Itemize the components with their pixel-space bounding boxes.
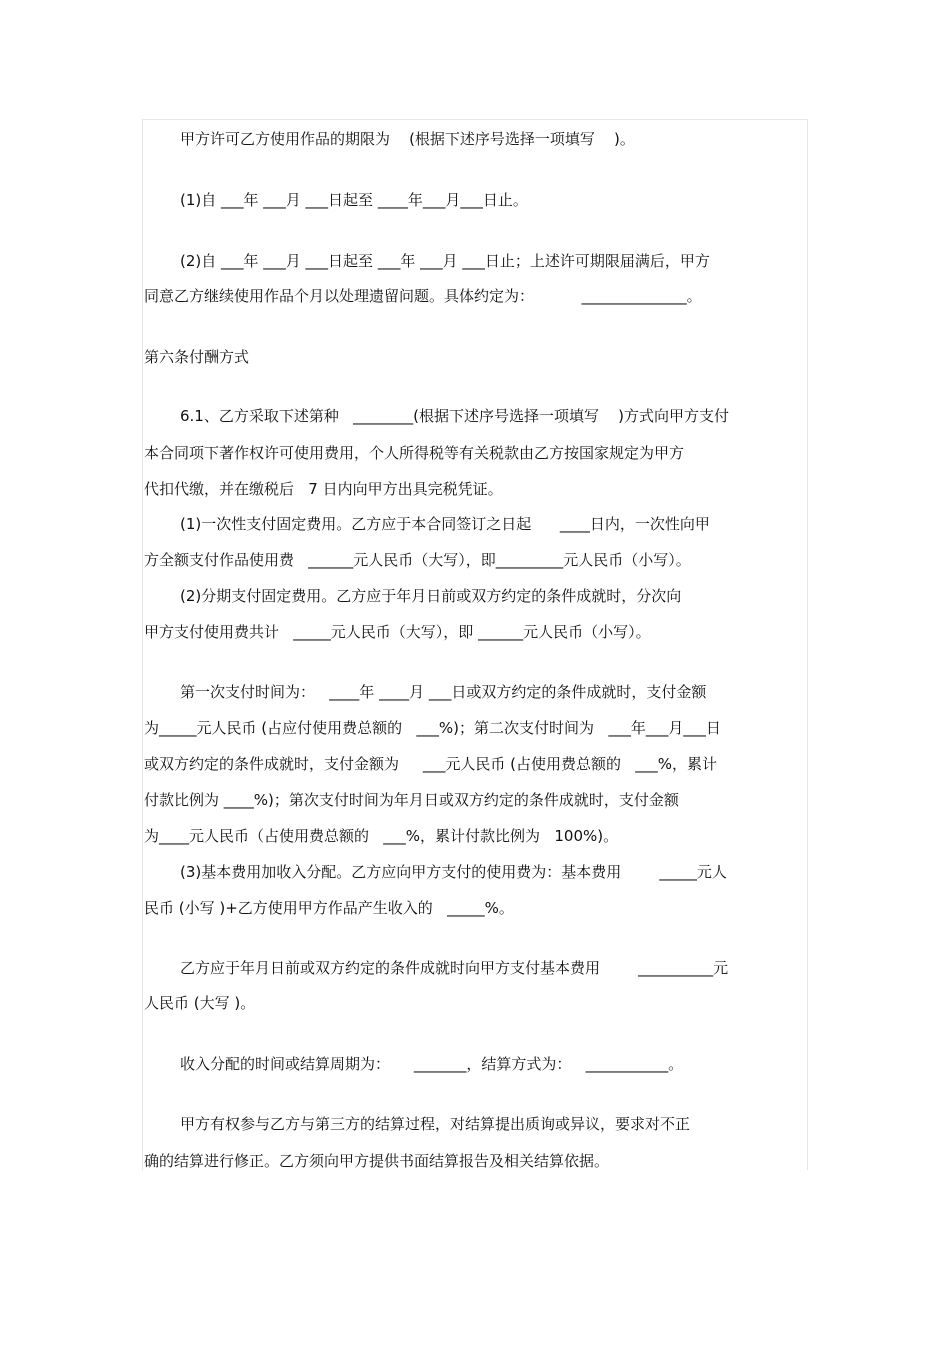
text-line: 收入分配的时间或结算周期为： _______，结算方式为： ___________。: [180, 1055, 684, 1073]
section-heading: 第六条付酬方式: [144, 348, 250, 366]
text-line: 付款比例为 ____%)；第次支付时间为年月日或双方约定的条件成就时，支付金额: [144, 791, 679, 809]
text-line: 6.1、乙方采取下述第种 ________(根据下述序号选择一项填写 )方式向甲方支付: [180, 407, 729, 425]
text-line: 甲方有权参与乙方与第三方的结算过程，对结算提出质询或异议，要求对不正: [180, 1115, 691, 1133]
text-line: 乙方应于年月日前或双方约定的条件成就时向甲方支付基本费用 __________元: [180, 959, 729, 977]
text-line: 方全额支付作品使用费 ______元人民币（大写），即_________元人民币（小写）。: [144, 551, 691, 569]
text-line: 甲方支付使用费共计 _____元人民币（大写），即 ______元人民币（小写）。: [144, 623, 651, 641]
text-line: 确的结算进行修正。乙方须向甲方提供书面结算报告及相关结算依据。: [144, 1152, 610, 1170]
text-line: 或双方约定的条件成就时，支付金额为 ___元人民币 (占使用费总额的 ___%，累计: [144, 755, 718, 773]
text-line: 人民币 (大写 )。: [144, 994, 256, 1012]
text-line: (2)自 ___年 ___月 ___日起至 ___年 ___月 ___日止；上述许可期限届满后，甲方: [180, 252, 710, 270]
text-line: 代扣代缴，并在缴税后 7 日内向甲方出具完税凭证。: [144, 480, 503, 498]
text-line: (2)分期支付固定费用。乙方应于年月日前或双方约定的条件成就时，分次向: [180, 587, 682, 605]
text-line: (1)自 ___年 ___月 ___日起至 ____年___月___日止。: [180, 191, 528, 209]
text-line: (1)一次性支付固定费用。乙方应于本合同签订之日起 ____日内，一次性向甲: [180, 515, 710, 533]
text-line: 甲方许可乙方使用作品的期限为 (根据下述序号选择一项填写 )。: [180, 130, 635, 148]
text-line: 同意乙方继续使用作品个月以处理遗留问题。具体约定为： ______________。: [144, 287, 702, 305]
text-line: 第一次支付时间为： ____年 ____月 ___日或双方约定的条件成就时，支付金额: [180, 683, 707, 701]
text-line: 民币 (小写 )+乙方使用甲方作品产生收入的 _____%。: [144, 899, 514, 917]
text-line: 本合同项下著作权许可使用费用，个人所得税等有关税款由乙方按国家规定为甲方: [144, 444, 685, 462]
text-line: 为____元人民币（占使用费总额的 ___%，累计付款比例为 100%)。: [144, 827, 619, 845]
text-line: 为_____元人民币 (占应付使用费总额的 ___%)；第二次支付时间为 ___年___月___日: [144, 719, 721, 737]
text-line: (3)基本费用加收入分配。乙方应向甲方支付的使用费为：基本费用 _____元人: [180, 863, 727, 881]
